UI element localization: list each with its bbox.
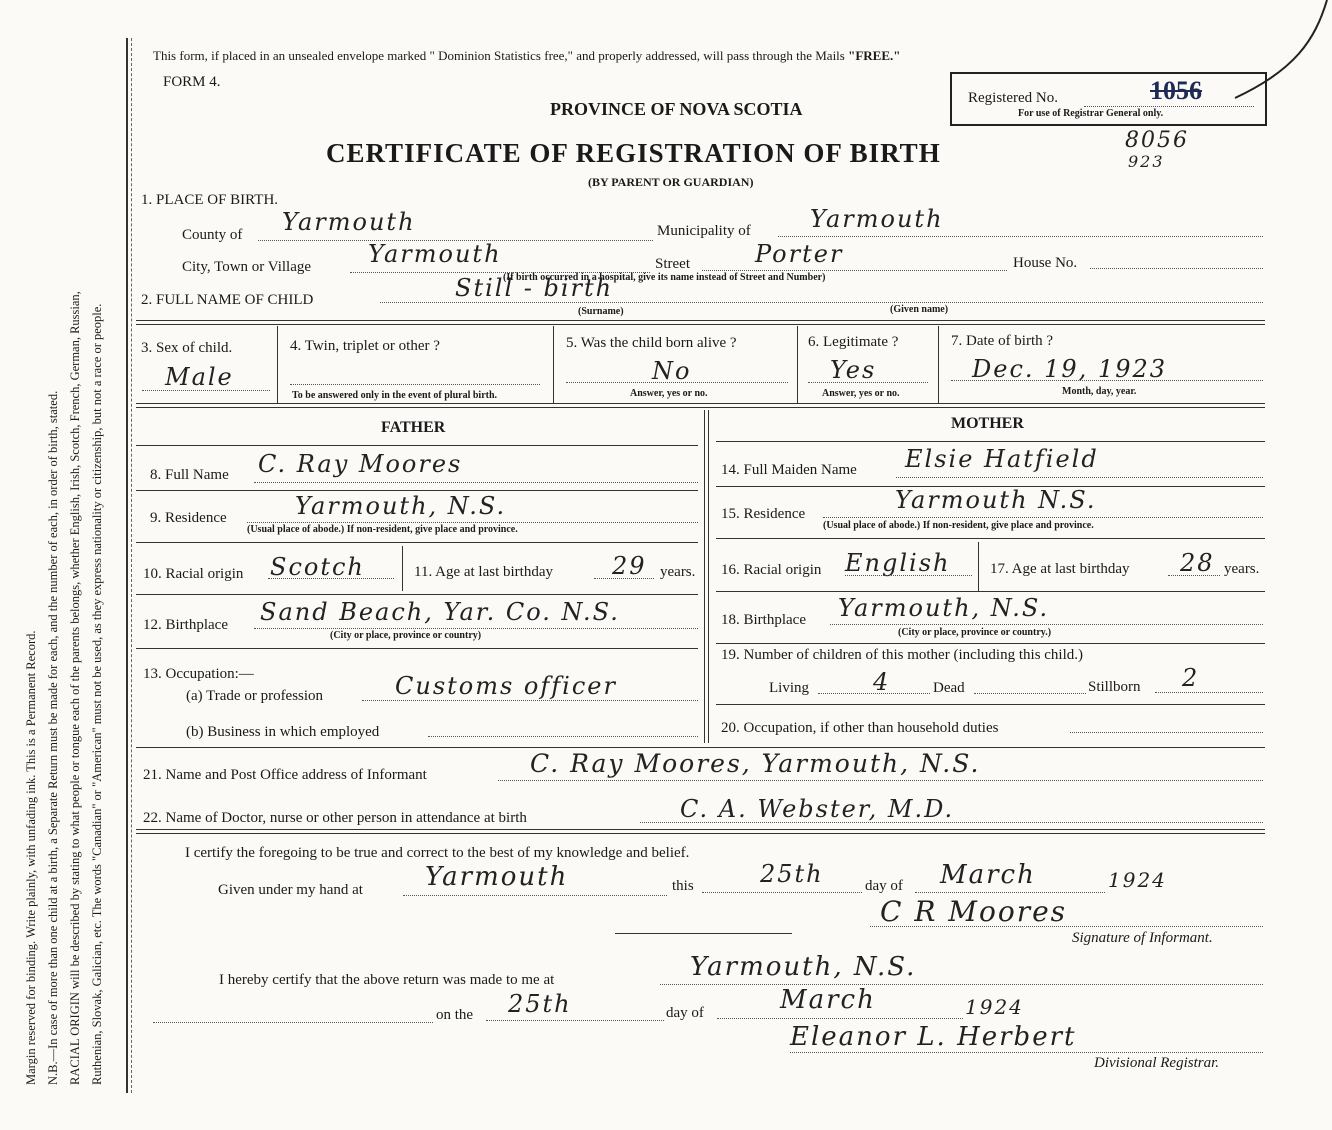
mother-residence-value: Yarmouth N.S.: [895, 486, 1097, 514]
hospital-note: (If birth occurred in a hospital, give its name instead of Street and Number): [503, 272, 826, 283]
living-value: 4: [873, 668, 891, 696]
mother-birthplace-note: (City or place, province or country.): [898, 627, 1052, 638]
given-day-value: 25th: [760, 860, 824, 888]
city-label: City, Town or Village: [182, 259, 312, 275]
mother-name-value: Elsie Hatfield: [905, 445, 1099, 473]
mother-name-label: 14. Full Maiden Name: [721, 462, 857, 478]
given-year-value: 1924: [1108, 868, 1167, 892]
stillborn-label: Stillborn: [1088, 679, 1141, 695]
registered-value: 1056: [1150, 76, 1202, 105]
registrar-month-value: March: [780, 985, 876, 1015]
mother-birthplace-label: 18. Birthplace: [721, 612, 806, 628]
registrar-signature: Eleanor L. Herbert: [790, 1022, 1077, 1052]
father-birthplace-note: (City or place, province or country): [330, 630, 482, 641]
father-name-label: 8. Full Name: [150, 467, 229, 483]
registrar-day-value: 25th: [508, 990, 572, 1018]
informant-signature-label: Signature of Informant.: [1072, 930, 1213, 946]
margin-note-2: N.B.—In case of more than one child at a birth, a Separate Return must be made for each, and the number of each, in order of birth, stated.: [46, 390, 60, 1085]
father-name-value: C. Ray Moores: [258, 450, 463, 478]
surname-note: (Surname): [578, 306, 624, 317]
registrar-note: For use of Registrar General only.: [1018, 108, 1164, 119]
father-birthplace-label: 12. Birthplace: [143, 617, 228, 633]
business-label: (b) Business in which employed: [186, 724, 380, 740]
father-heading: FATHER: [381, 419, 446, 436]
this-label: this: [672, 878, 694, 894]
given-name-note: (Given name): [890, 304, 949, 315]
registrar-year-value: 1924: [965, 995, 1024, 1019]
sex-value: Male: [165, 363, 234, 391]
twin-note: To be answered only in the event of plural birth.: [292, 390, 498, 401]
father-years-label: years.: [660, 564, 696, 580]
given-under-label: Given under my hand at: [218, 882, 363, 898]
side-number: 8056: [1125, 128, 1189, 153]
given-month-value: March: [940, 860, 1036, 890]
doctor-label: 22. Name of Doctor, nurse or other person in attendance at birth: [143, 810, 527, 826]
registered-label: Registered No.: [968, 90, 1058, 106]
dob-note: Month, day, year.: [1062, 386, 1137, 397]
registrar-day-of-label: day of: [666, 1005, 704, 1021]
mother-birthplace-value: Yarmouth, N.S.: [838, 594, 1050, 622]
place-of-birth-label: 1. PLACE OF BIRTH.: [141, 192, 279, 208]
legitimate-label: 6. Legitimate ?: [808, 334, 899, 350]
margin-notes: [20, 45, 130, 1085]
father-residence-label: 9. Residence: [150, 510, 227, 526]
father-age-value: 29: [612, 552, 647, 580]
city-value: Yarmouth: [368, 240, 502, 268]
born-alive-label: 5. Was the child born alive ?: [566, 335, 737, 351]
page-title: CERTIFICATE OF REGISTRATION OF BIRTH: [326, 138, 941, 168]
street-label: Street: [655, 256, 690, 272]
twin-label: 4. Twin, triplet or other ?: [290, 338, 440, 354]
mother-occupation-label: 20. Occupation, if other than household duties: [721, 720, 999, 736]
registrar-signature-label: Divisional Registrar.: [1094, 1055, 1220, 1071]
postage-note: This form, if placed in an unsealed envelope marked " Dominion Statistics free," and properly addressed, will pass through the Mails "FREE.": [153, 48, 901, 63]
born-alive-note: Answer, yes or no.: [630, 388, 708, 399]
doctor-value: C. A. Webster, M.D.: [680, 795, 955, 823]
on-the-label: on the: [436, 1007, 474, 1023]
municipality-value: Yarmouth: [810, 205, 944, 233]
dob-label: 7. Date of birth ?: [951, 333, 1054, 349]
side-number-2: 923: [1128, 152, 1165, 171]
mother-heading: MOTHER: [951, 415, 1024, 432]
mother-age-label: 17. Age at last birthday: [990, 561, 1130, 577]
province-heading: PROVINCE OF NOVA SCOTIA: [550, 99, 803, 119]
margin-note-4: Ruthenian, Slovak, Galician, etc. The words "Canadian" or "American" must not be used, as they express nationality or citizenship, but not a race or people.: [90, 303, 104, 1085]
mother-residence-note: (Usual place of abode.) If non-resident, give place and province.: [823, 520, 1094, 531]
street-value: Porter: [755, 240, 844, 268]
day-of-label: day of: [865, 878, 903, 894]
trade-label: (a) Trade or profession: [186, 688, 324, 704]
registrar-statement: I hereby certify that the above return was made to me at: [219, 972, 555, 988]
informant-label: 21. Name and Post Office address of Informant: [143, 767, 427, 783]
children-count-label: 19. Number of children of this mother (including this child.): [721, 647, 1084, 663]
certify-statement: I certify the foregoing to be true and correct to the best of my knowledge and belief.: [185, 845, 690, 861]
father-residence-note: (Usual place of abode.) If non-resident, give place and province.: [247, 524, 518, 535]
county-label: County of: [182, 227, 243, 243]
living-label: Living: [769, 680, 809, 696]
dead-label: Dead: [933, 680, 965, 696]
mother-race-label: 16. Racial origin: [721, 562, 822, 578]
child-name-label: 2. FULL NAME OF CHILD: [141, 292, 314, 308]
given-place-value: Yarmouth: [425, 862, 569, 892]
child-name-value: Still - birth: [455, 274, 614, 302]
page-subtitle: (BY PARENT OR GUARDIAN): [588, 175, 754, 189]
mother-residence-label: 15. Residence: [721, 506, 806, 522]
sex-label: 3. Sex of child.: [141, 340, 233, 356]
father-residence-value: Yarmouth, N.S.: [295, 492, 507, 520]
margin-rule-dashed: [131, 38, 132, 1093]
county-value: Yarmouth: [282, 208, 416, 236]
father-race-label: 10. Racial origin: [143, 566, 244, 582]
occupation-label: 13. Occupation:—: [143, 666, 254, 682]
born-alive-value: No: [652, 357, 692, 385]
mother-years-label: years.: [1224, 561, 1260, 577]
father-birthplace-value: Sand Beach, Yar. Co. N.S.: [260, 598, 620, 626]
house-number-label: House No.: [1013, 255, 1078, 271]
pen-stroke-mark: [1215, 0, 1332, 100]
legitimate-note: Answer, yes or no.: [822, 388, 900, 399]
stillborn-value: 2: [1182, 664, 1200, 692]
father-race-value: Scotch: [270, 553, 365, 581]
margin-rule: [126, 38, 128, 1093]
mother-age-value: 28: [1180, 549, 1215, 577]
mother-race-value: English: [845, 549, 951, 577]
registrar-place-value: Yarmouth, N.S.: [690, 952, 917, 982]
municipality-label: Municipality of: [657, 223, 751, 239]
father-age-label: 11. Age at last birthday: [414, 564, 553, 580]
trade-value: Customs officer: [395, 672, 617, 700]
informant-signature: C R Moores: [880, 895, 1068, 928]
margin-note-3: RACIAL ORIGIN will be described by stating to what people or tongue each of the parents belongs, whether English, Irish, Scotch, French, German, Russian,: [68, 291, 82, 1085]
margin-note-1: Margin reserved for binding. Write plainly, with unfading ink. This is a Permanent Record.: [24, 630, 38, 1085]
informant-value: C. Ray Moores, Yarmouth, N.S.: [530, 749, 981, 778]
form-number: FORM 4.: [163, 74, 221, 90]
dob-value: Dec. 19, 1923: [972, 355, 1168, 383]
legitimate-value: Yes: [830, 356, 877, 384]
